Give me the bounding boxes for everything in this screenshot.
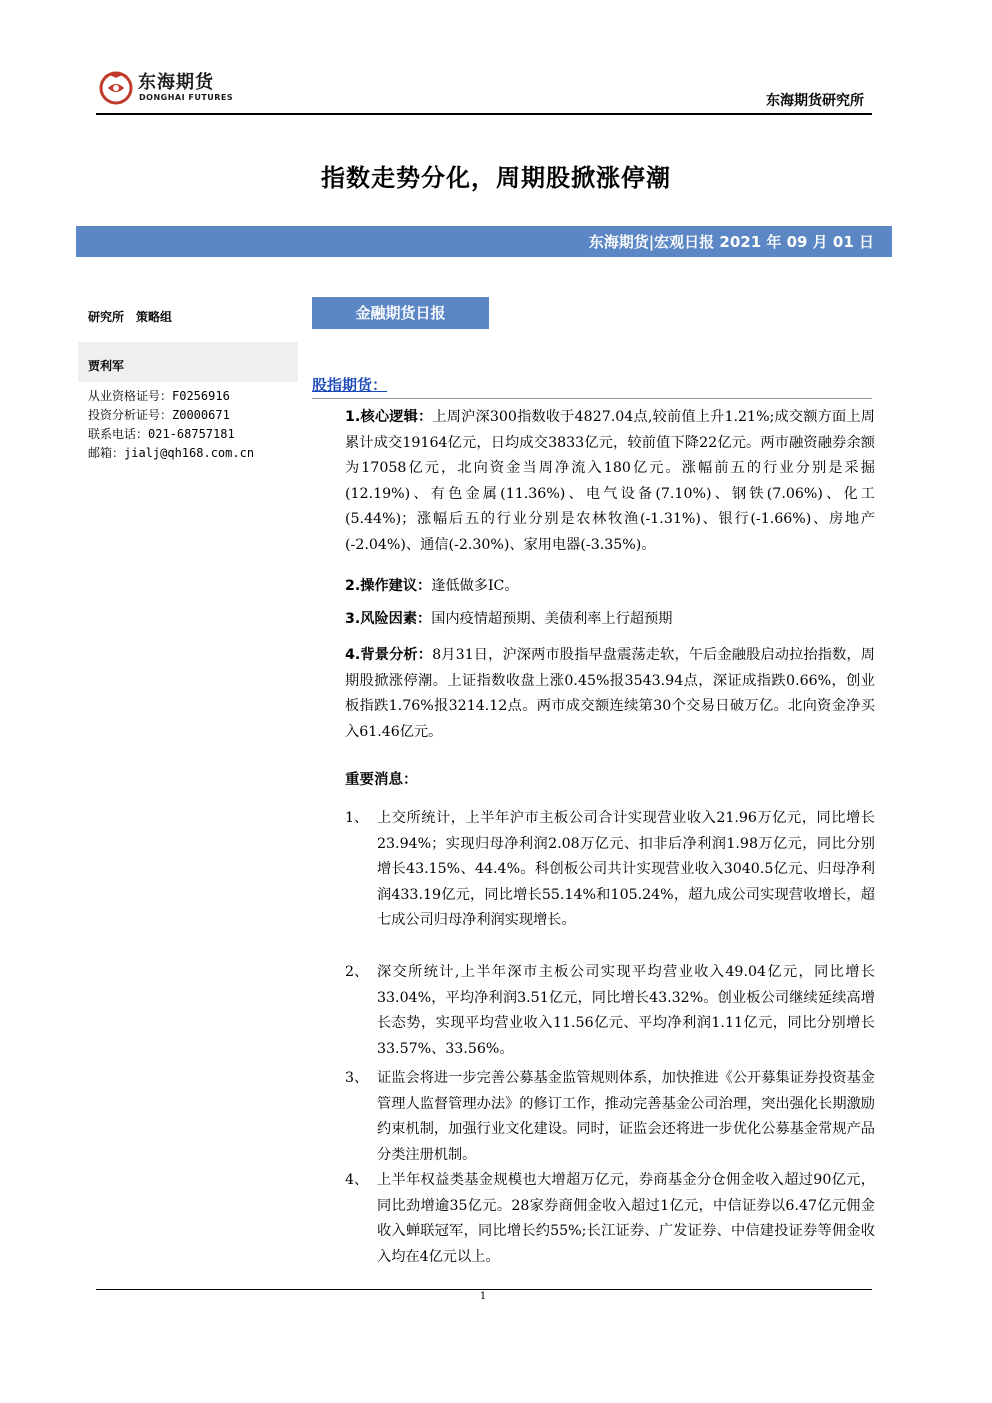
qualification-number: 从业资格证号：F0256916	[88, 389, 230, 403]
date-banner	[76, 226, 892, 257]
point-risk	[345, 607, 875, 633]
point-label: 4.背景分析：	[345, 647, 433, 663]
contact-email: 邮箱：jialj@qh168.com.cn	[88, 446, 255, 460]
news-text: 证监会将进一步完善公募基金监管规则体系，加快推进《公开募集证券投资基金管理人监督管理办法》的修订工作，推动完善基金公司治理，突出强化长期激励约束机制，加强行业文化建设。同时，证监会还将进一步优化公募基金常规产品分类注册机制。	[377, 1070, 875, 1163]
point-label: 2.操作建议：	[345, 578, 432, 594]
news-text: 上半年权益类基金规模也大增超万亿元，券商基金分仓佣金收入超过90亿元，同比劲增逾35亿元。28家券商佣金收入超过1亿元，中信证券以6.47亿元佣金收入蝉联冠军，同比增长约55%;长江证券、广发证券、中信建投证券等佣金收入均在4亿元以上。	[377, 1172, 875, 1265]
sub-heading: 股指期货：	[312, 376, 388, 394]
point-text: 逢低做多IC。	[431, 578, 519, 594]
point-text: 8月31日，沪深两市股指早盘震荡走软，午后金融股启动拉抬指数，周期股掀涨停潮。上证指数收盘上涨0.45%报3543.94点，深证成指跌0.66%，创业板指跌1.76%报3214.12点。两市成交额连续第30个交易日破万亿。北向资金净买入61.46亿元。	[345, 647, 875, 740]
contact-phone: 联系电话：021-68757181	[88, 427, 235, 441]
news-text: 深交所统计,上半年深市主板公司实现平均营业收入49.04亿元，同比增长33.04%，平均净利润3.51亿元，同比增长43.32%。创业板公司继续延续高增长态势，实现平均营业收入11.56亿元、平均净利润1.11亿元，同比分别增长33.57%、33.56%。	[377, 964, 875, 1057]
point-label: 1.核心逻辑：	[345, 409, 433, 425]
news-number: 3、	[345, 1070, 369, 1086]
news-number: 4、	[345, 1172, 369, 1188]
department-label: 研究所 策略组	[88, 310, 173, 324]
news-text: 上交所统计，上半年沪市主板公司合计实现营业收入21.96万亿元，同比增长23.94%；实现归母净利润2.08万亿元、扣非后净利润1.98万亿元，同比分别增长43.15%、44.4%。科创板公司共计实现营业收入3040.5亿元、归母净利润433.19亿元，同比增长55.14%和105.24%，超九成公司实现营收增长，超七成公司归母净利润实现增长。	[377, 810, 875, 928]
point-text: 上周沪深300指数收于4827.04点,较前值上升1.21%;成交额方面上周累计成交19164亿元，日均成交3833亿元，较前值下降22亿元。两市融资融券余额为17058亿元，北向资金当周净流入180亿元。涨幅前五的行业分别是采掘(12.19%)、有色金属(11.36%)、电气设备(7.10%)、钢铁(7.06%)、化工(5.44%)；涨幅后五的行业分别是农林牧渔(-1.31%)、银行(-1.66%)、房地产(-2.04%)、通信(-2.30%)、家用电器(-3.35%)。	[345, 409, 875, 553]
date-banner-text: 东海期货|宏观日报 2021 年 09 月 01 日	[588, 233, 874, 251]
point-label: 3.风险因素：	[345, 611, 432, 627]
logo-en-text: DONGHAI FUTURES	[139, 93, 234, 102]
page-number: 1	[479, 1291, 487, 1302]
point-core-logic	[345, 405, 875, 558]
analysis-license-number: 投资分析证号：Z0000671	[88, 408, 230, 422]
document-title: 指数走势分化，周期股掀涨停潮	[321, 164, 671, 192]
news-item	[345, 960, 875, 1062]
dragon-logo-icon	[96, 66, 136, 108]
company-logo	[96, 66, 236, 110]
news-number: 2、	[345, 964, 369, 980]
news-item	[345, 1168, 875, 1270]
analyst-name: 贾利军	[88, 359, 125, 373]
news-number: 1、	[345, 810, 369, 826]
footer-divider	[96, 1289, 872, 1290]
point-text: 国内疫情超预期、美债利率上行超预期	[431, 611, 673, 627]
news-item	[345, 1066, 875, 1168]
sub-heading-divider	[312, 398, 872, 399]
point-operation	[345, 574, 875, 600]
point-background	[345, 643, 875, 745]
header-org-label: 东海期货研究所	[766, 93, 864, 109]
header-divider	[96, 113, 872, 115]
news-item	[345, 806, 875, 934]
logo-cn-text: 东海期货	[138, 72, 214, 93]
news-heading: 重要消息：	[345, 772, 418, 788]
section-tab: 金融期货日报	[312, 297, 489, 329]
